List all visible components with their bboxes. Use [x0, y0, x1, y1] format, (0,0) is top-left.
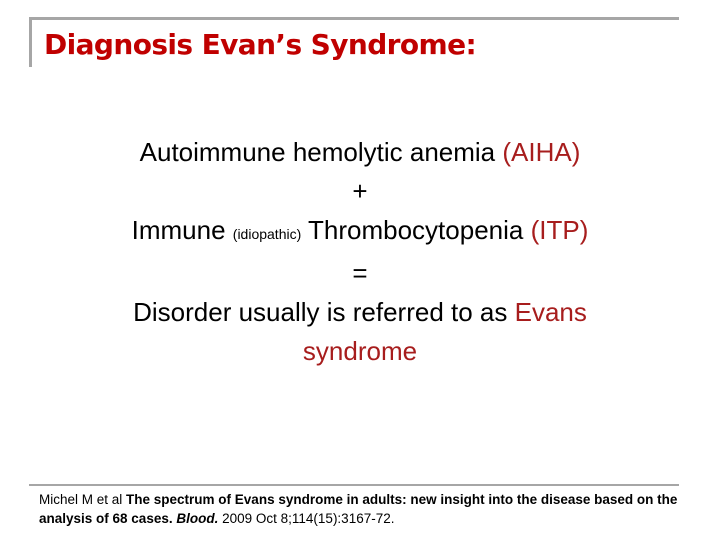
- syndrome-word: syndrome: [302, 336, 418, 366]
- evans-word: Evans: [514, 297, 587, 327]
- aiha-text: Autoimmune hemolytic anemia: [139, 137, 503, 167]
- itp-text: Immune: [131, 215, 233, 245]
- reference-details: 2009 Oct 8;114(15):3167-72.: [218, 511, 395, 526]
- reference-title: The spectrum of Evans syndrome in adults: new insight into the disease based on the analysis of 68 cases.: [39, 492, 678, 526]
- aiha-line: [0, 133, 720, 172]
- plus-sign: +: [352, 176, 368, 206]
- frame-left-border: [29, 17, 32, 67]
- idiopathic-note: (idiopathic): [232, 226, 302, 242]
- footer-divider: [29, 484, 679, 486]
- itp-abbrev: (ITP): [530, 215, 589, 245]
- definition-text: Disorder usually is referred to as: [133, 297, 515, 327]
- definition-line: [0, 293, 720, 332]
- equals-sign: =: [352, 258, 368, 288]
- frame-top-border: [29, 17, 679, 20]
- main-content: [0, 133, 720, 371]
- reference-journal: Blood.: [176, 511, 219, 526]
- reference-authors: Michel M et al: [39, 492, 127, 507]
- slide-title: Diagnosis Evan’s Syndrome:: [44, 28, 477, 61]
- aiha-abbrev: (AIHA): [502, 137, 581, 167]
- reference-citation: [39, 490, 699, 528]
- itp-rest: Thrombocytopenia: [301, 215, 531, 245]
- itp-line: [0, 211, 720, 254]
